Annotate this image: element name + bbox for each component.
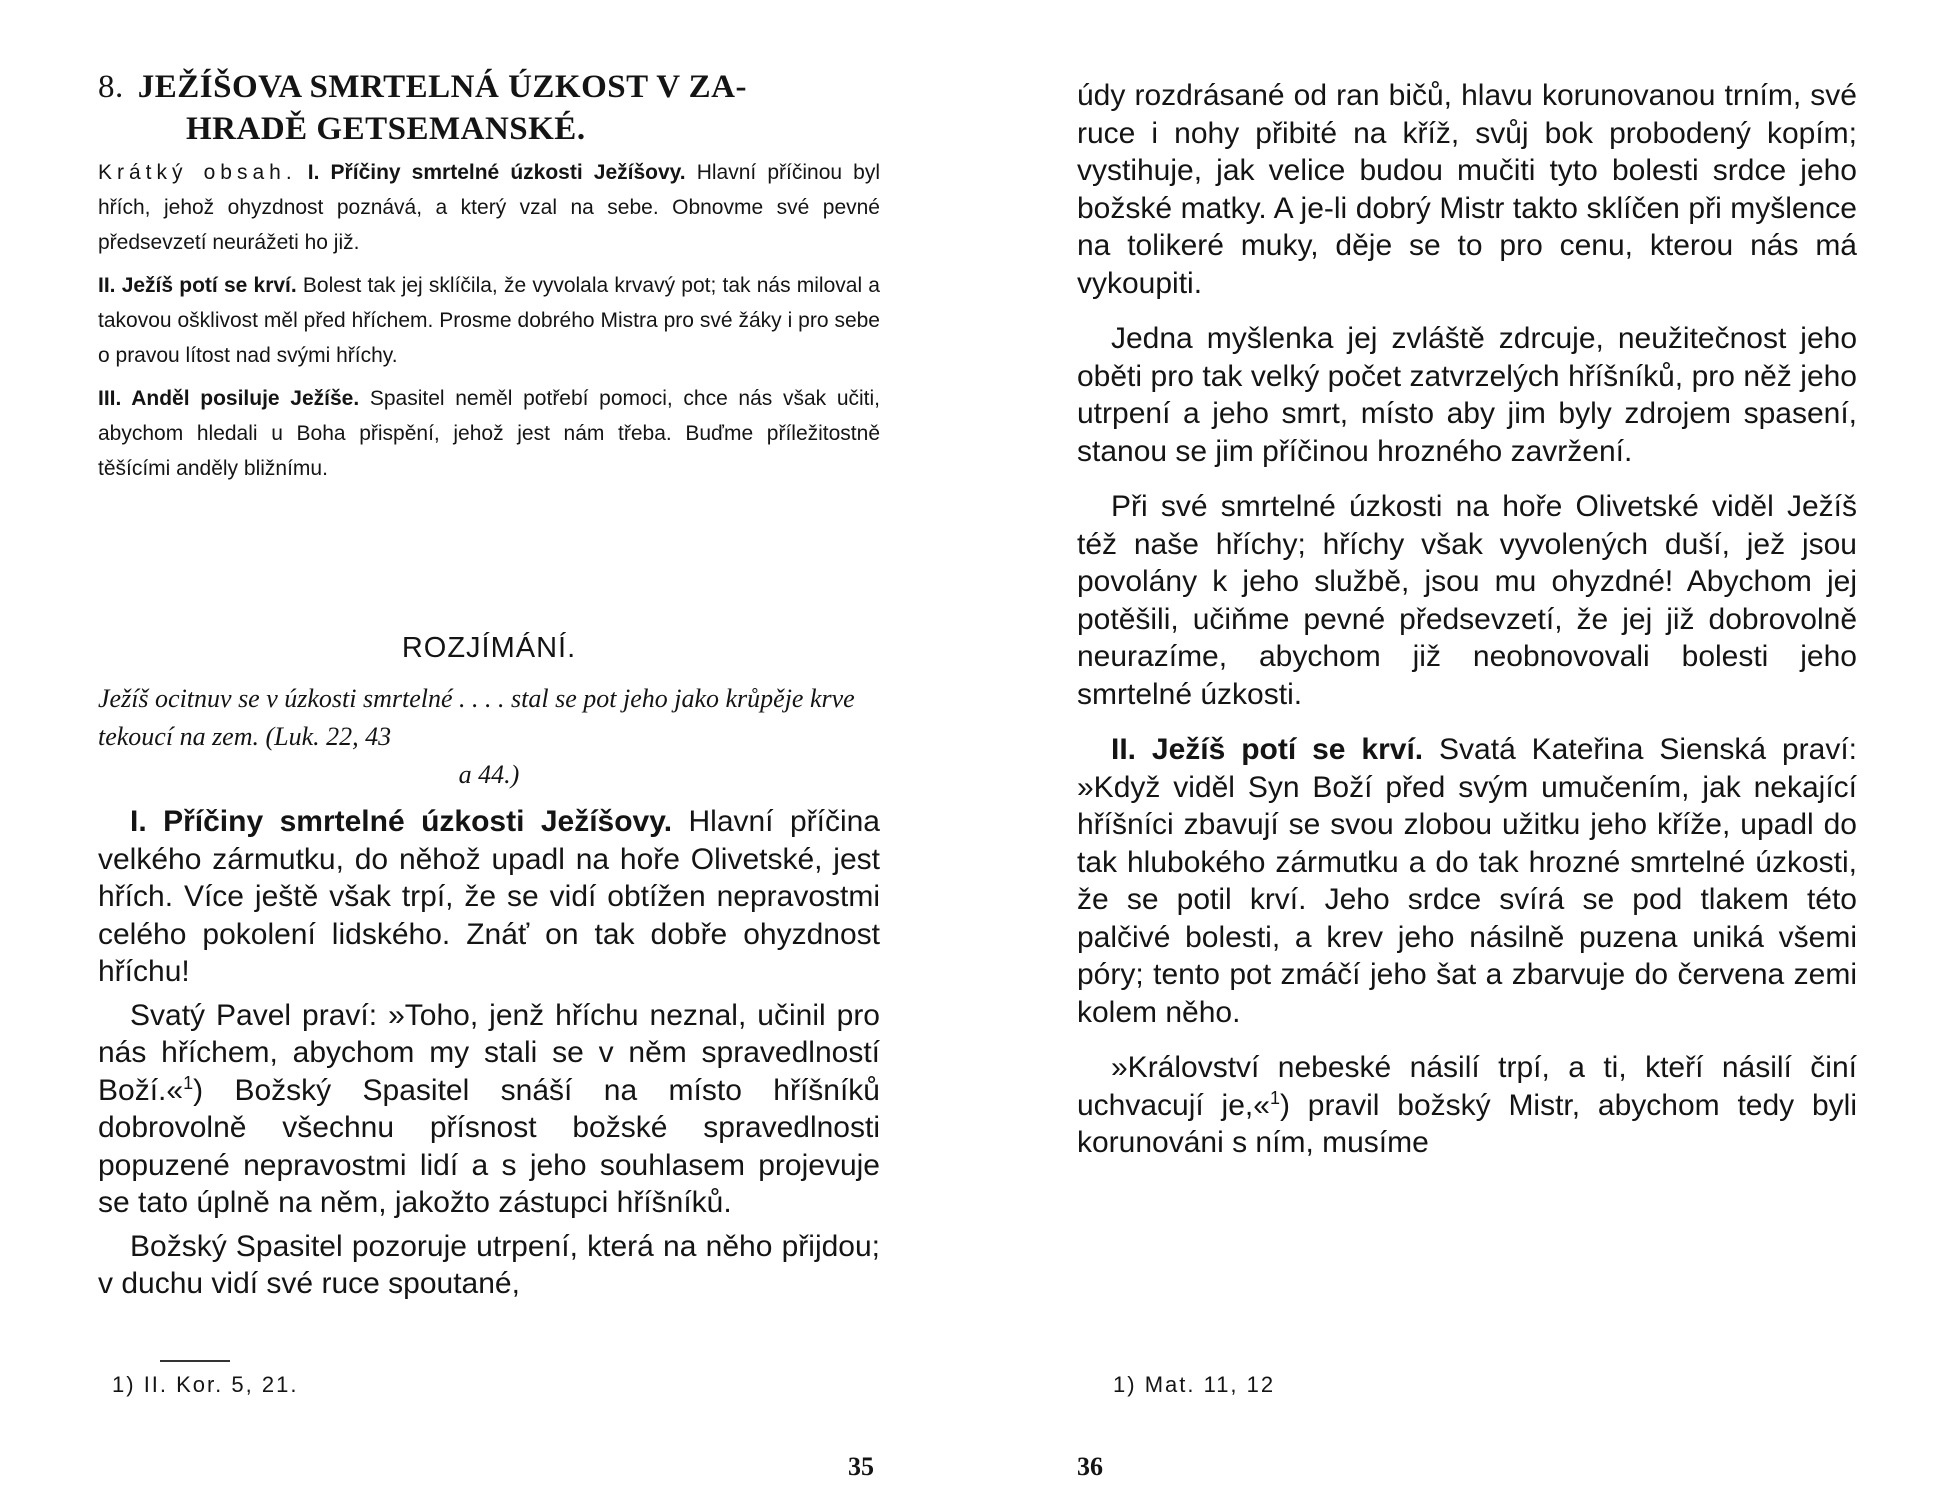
paragraph-text: Hlavní příčina velkého zármutku, do něhož upadl na hoře Olivetské, jest hřích. Více ještě však trpí, že se vidí obtížen nepravostmi celého pokolení lidského. Znáť on tak dobře ohyzdnost hříchu! xyxy=(98,805,880,988)
summary-label: Krátký obsah. xyxy=(98,161,297,184)
footnote-ref: 1 xyxy=(183,1072,194,1093)
section-heading: I. Příčiny smrtelné úzkosti Ježíšovy. xyxy=(130,805,673,838)
paragraph-text: údy rozdrásané od ran bičů, hlavu korunovanou trním, své ruce i nohy přibité na kříž, svůj bok probodený kopím; vystihuje, jak velice budou mučiti tyto bolesti srdce jeho božské matky. A je-li dobrý Mistr takto sklíčen při myšlence na tolikeré muky, děje se to pro cenu, kterou nás má vykoupiti. xyxy=(1077,79,1857,300)
paragraph-text: Božský Spasitel pozoruje utrpení, která na něho přijdou; v duchu vidí své ruce spoutané, xyxy=(98,1229,880,1300)
chapter-summary xyxy=(98,155,880,486)
footnote xyxy=(1113,1372,1275,1398)
body-paragraph xyxy=(98,997,880,1222)
motto-text: Ježíš ocitnuv se v úzkosti smrtelné . . . . stal se pot jeho jako krůpěje krve tekoucí na zem. xyxy=(98,684,855,751)
footnote-text: Mat. 11, 12 xyxy=(1144,1372,1276,1397)
paragraph-text: ) Božský Spasitel snáší na místo hříšníků dobrovolně všechnu přísnost božské spravedlnosti popuzené nepravostmi lidí a s jeho souhlasem projevuje se tato úplně na něm, jakožto zástupci hříšníků. xyxy=(98,1073,880,1219)
summary-paragraph xyxy=(98,155,880,260)
footnote-rule xyxy=(160,1360,230,1362)
page-number: 36 xyxy=(1077,1452,1103,1481)
summary-text: Hlavní příčinou byl hřích, jehož ohyzdnost poznává, a který vzal na sebe. Obnovme své pevné předsevzetí neurážeti ho již. xyxy=(98,161,880,254)
page-number: 35 xyxy=(848,1452,874,1481)
body-paragraph xyxy=(98,1228,880,1303)
motto-reference: (Luk. 22, 43 xyxy=(265,722,392,751)
footnote xyxy=(112,1372,298,1398)
footnote-mark: 1) xyxy=(1113,1372,1137,1397)
body-paragraph xyxy=(98,803,880,991)
scripture-motto xyxy=(98,680,880,794)
paragraph-text: Svatý Pavel praví: »Toho, jenž hříchu neznal, učinil pro nás hříchem, abychom my stali se v něm spravedlností Boží.« xyxy=(98,998,880,1107)
meditation-heading: ROZJÍMÁNÍ. xyxy=(401,632,577,664)
paragraph-text: Svatá Kateřina Sienská praví: »Když viděl Syn Boží před svým umučením, jak nekající hříšníci zbavují se svou zlobou užitku jeho kříže, upadl do tak hlubokého zármutku a do tak hrozné smrtelné úzkosti, že se potil krví. Jeho srdce svírá se pod tlakem této palčivé bolesti, a krev jeho násilně puzena uniká všemi póry; tento pot zmáčí jeho šat a zbarvuje do červena zemi kolem něho. xyxy=(1077,733,1858,1029)
summary-paragraph xyxy=(98,381,880,486)
paragraph-text: »Království nebeské násilí trpí, a ti, kteří násilí činí uchvacují je,« xyxy=(1077,1051,1857,1122)
body-paragraph xyxy=(1077,320,1857,470)
body-paragraph xyxy=(1077,1049,1857,1162)
chapter-title-line1: JEŽÍŠOVA SMRTELNÁ ÚZKOST V ZA- xyxy=(137,69,748,105)
paragraph-text: Při své smrtelné úzkosti na hoře Olivetské viděl Ježíš též naše hříchy; hříchy však vyvolených duší, jež jsou povolány k jeho službě, jsou mu ohyzdné! Abychom jej potěšili, učiňme pevné předsevzetí, že jej již dobrovolně neurazíme, abychom již neobnovovali bolesti jeho smrtelné úzkosti. xyxy=(1077,490,1857,711)
footnote-mark: 1) xyxy=(112,1372,136,1397)
summary-heading: I. Příčiny smrtelné úzkosti Ježíšovy. xyxy=(307,161,686,184)
body-paragraph xyxy=(1077,488,1857,713)
summary-heading: III. Anděl posiluje Ježíše. xyxy=(98,387,360,410)
right-body-text xyxy=(1077,77,1857,1162)
left-body-text xyxy=(98,803,880,1303)
motto-reference-end: a 44.) xyxy=(458,760,520,789)
right-page xyxy=(973,0,1946,1500)
summary-text: Bolest tak jej sklíčila, že vyvolala krvavý pot; tak nás miloval a takovou ošklivost měl před hříchem. Prosme dobrého Mistra pro své žáky i pro sebe o pravou lítost nad svými hříchy. xyxy=(98,274,880,367)
paragraph-text: Jedna myšlenka jej zvláště zdrcuje, neužitečnost jeho oběti pro tak velký počet zatvrzelých hříšníků, pro něž jeho utrpení a jeho smrt, místo aby jim byly zdrojem spasení, stanou se jim příčinou hrozného zavržení. xyxy=(1077,322,1857,468)
body-paragraph xyxy=(1077,731,1857,1031)
footnote-ref: 1 xyxy=(1269,1087,1280,1108)
section-heading: II. Ježíš potí se krví. xyxy=(1111,733,1424,766)
chapter-number: 8. xyxy=(98,69,124,105)
summary-paragraph xyxy=(98,268,880,373)
body-paragraph xyxy=(1077,77,1857,302)
chapter-title xyxy=(98,66,880,150)
summary-text: Spasitel neměl potřebí pomoci, chce nás však učiti, abychom hledali u Boha přispění, jehož jest nám třeba. Buďme příležitostně těšícími anděly bližnímu. xyxy=(98,387,880,480)
footnote-text: II. Kor. 5, 21. xyxy=(143,1372,299,1397)
chapter-title-line2: HRADĚ GETSEMANSKÉ. xyxy=(186,111,586,147)
paragraph-text: ) pravil božský Mistr, abychom tedy byli korunováni s ním, musíme xyxy=(1077,1088,1857,1159)
summary-heading: II. Ježíš potí se krví. xyxy=(98,274,297,297)
